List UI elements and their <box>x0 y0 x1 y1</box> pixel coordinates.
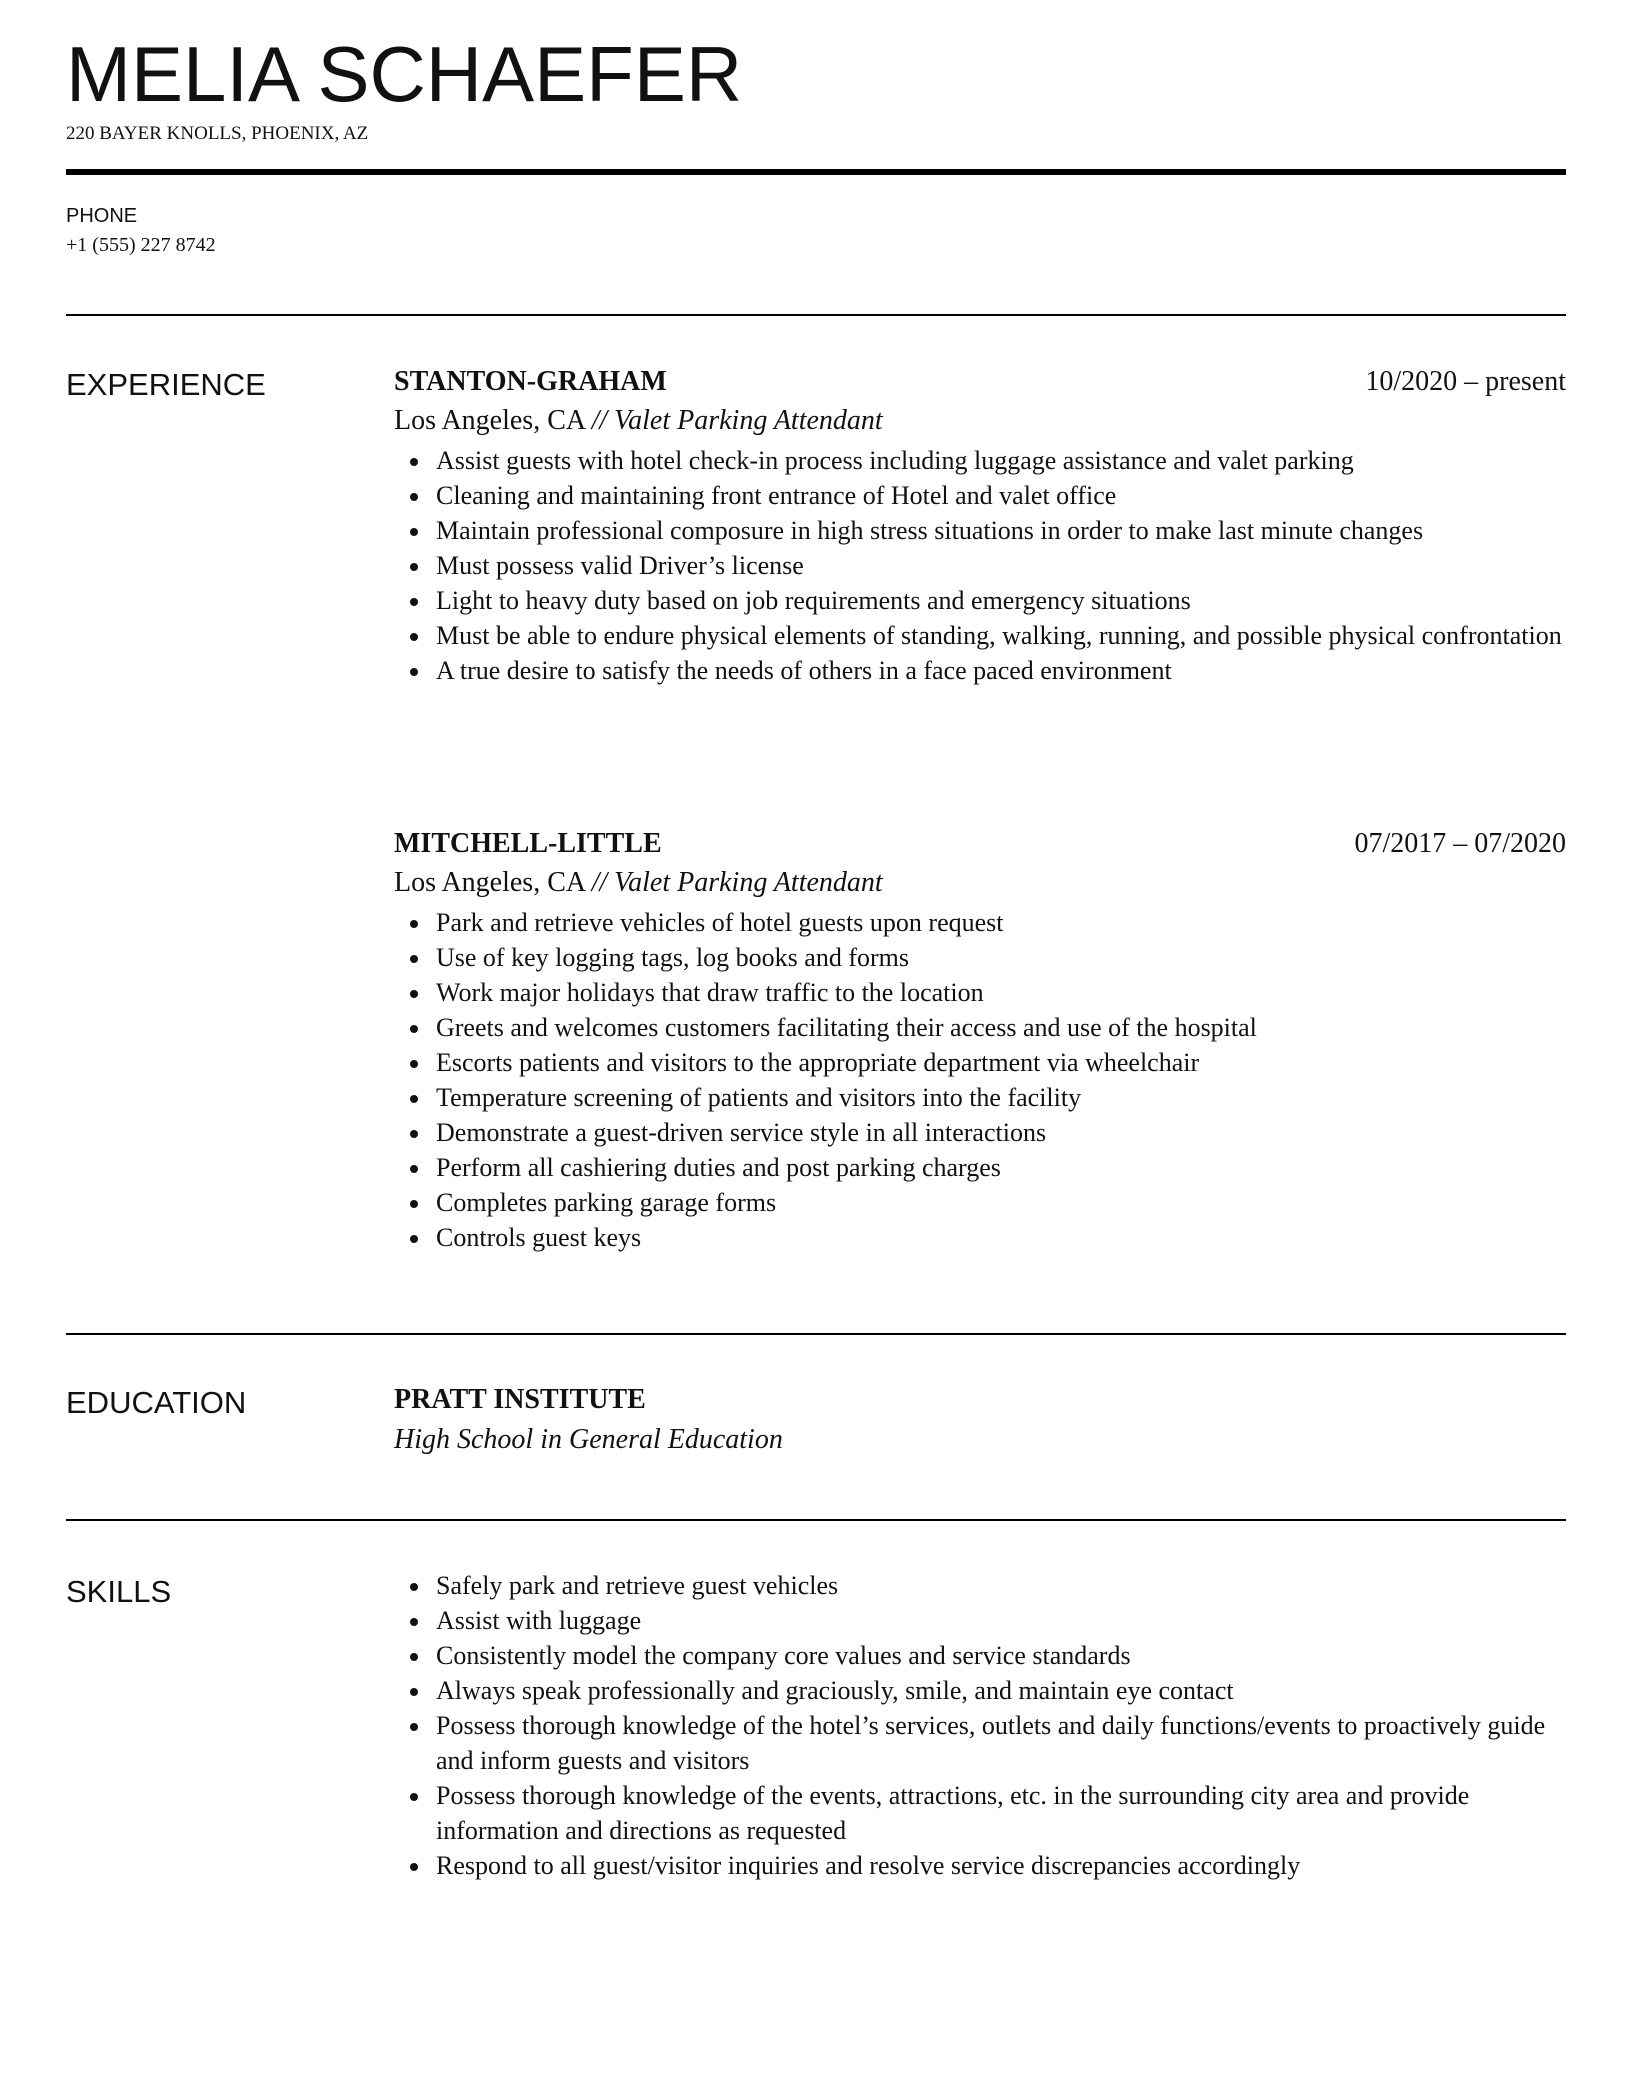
job-bullets <box>394 443 1566 688</box>
job-dates: 10/2020 – present <box>1365 366 1566 397</box>
candidate-address: 220 BAYER KNOLLS, PHOENIX, AZ <box>66 123 369 144</box>
job-location: Los Angeles, CA <box>394 867 585 898</box>
degree-name: High School in General Education <box>394 1424 783 1455</box>
experience-section-title: EXPERIENCE <box>66 367 266 402</box>
experience-job-2 <box>394 825 1566 1255</box>
list-item: Consistently model the company core values and service standards <box>436 1638 1566 1673</box>
job-separator: // <box>591 867 608 898</box>
list-item: Perform all cashiering duties and post parking charges <box>436 1150 1566 1185</box>
list-item: Assist guests with hotel check-in process including luggage assistance and valet parking <box>436 443 1566 478</box>
skills-section-title: SKILLS <box>66 1574 172 1609</box>
job-role: Valet Parking Attendant <box>614 867 883 898</box>
experience-job-1 <box>394 363 1566 688</box>
list-item: Maintain professional composure in high stress situations in order to make last minute changes <box>436 513 1566 548</box>
job-header <box>394 825 1566 863</box>
list-item: Temperature screening of patients and visitors into the facility <box>436 1080 1566 1115</box>
list-item: Greets and welcomes customers facilitating their access and use of the hospital <box>436 1010 1566 1045</box>
list-item: Controls guest keys <box>436 1220 1566 1255</box>
list-item: Completes parking garage forms <box>436 1185 1566 1220</box>
education-section-title: EDUCATION <box>66 1385 247 1420</box>
school-name: PRATT INSTITUTE <box>394 1384 646 1415</box>
list-item: Always speak professionally and graciously, smile, and maintain eye contact <box>436 1673 1566 1708</box>
job-separator: // <box>591 405 608 436</box>
phone-label: PHONE <box>66 205 138 227</box>
skills-list <box>394 1568 1566 1883</box>
list-item: Respond to all guest/visitor inquiries and resolve service discrepancies accordingly <box>436 1848 1566 1883</box>
list-item: Must be able to endure physical elements of standing, walking, running, and possible physical confrontation <box>436 618 1566 653</box>
job-location: Los Angeles, CA <box>394 405 585 436</box>
list-item: A true desire to satisfy the needs of others in a face paced environment <box>436 653 1566 688</box>
job-role: Valet Parking Attendant <box>614 405 883 436</box>
list-item: Cleaning and maintaining front entrance of Hotel and valet office <box>436 478 1566 513</box>
phone-value: +1 (555) 227 8742 <box>66 234 216 256</box>
list-item: Safely park and retrieve guest vehicles <box>436 1568 1566 1603</box>
education-entry <box>394 1380 1566 1460</box>
list-item: Must possess valid Driver’s license <box>436 548 1566 583</box>
list-item: Escorts patients and visitors to the appropriate department via wheelchair <box>436 1045 1566 1080</box>
employer-name: STANTON-GRAHAM <box>394 366 667 397</box>
section-divider <box>66 1333 1566 1335</box>
skills-list-container <box>394 1568 1566 1883</box>
job-bullets <box>394 905 1566 1255</box>
header-divider <box>66 169 1566 175</box>
employer-name: MITCHELL-LITTLE <box>394 828 662 859</box>
list-item: Park and retrieve vehicles of hotel guests upon request <box>436 905 1566 940</box>
list-item: Work major holidays that draw traffic to the location <box>436 975 1566 1010</box>
job-header <box>394 363 1566 401</box>
list-item: Possess thorough knowledge of the hotel’s services, outlets and daily functions/events to proactively guide and inform guests and visitors <box>436 1708 1566 1778</box>
list-item: Demonstrate a guest-driven service style in all interactions <box>436 1115 1566 1150</box>
list-item: Assist with luggage <box>436 1603 1566 1638</box>
section-divider <box>66 314 1566 316</box>
list-item: Light to heavy duty based on job requirements and emergency situations <box>436 583 1566 618</box>
job-dates: 07/2017 – 07/2020 <box>1354 828 1566 859</box>
list-item: Possess thorough knowledge of the events, attractions, etc. in the surrounding city area and provide information and directions as requested <box>436 1778 1566 1848</box>
job-subtitle <box>394 863 1566 903</box>
candidate-name: MELIA SCHAEFER <box>66 30 743 118</box>
job-subtitle <box>394 401 1566 441</box>
section-divider <box>66 1519 1566 1521</box>
list-item: Use of key logging tags, log books and forms <box>436 940 1566 975</box>
